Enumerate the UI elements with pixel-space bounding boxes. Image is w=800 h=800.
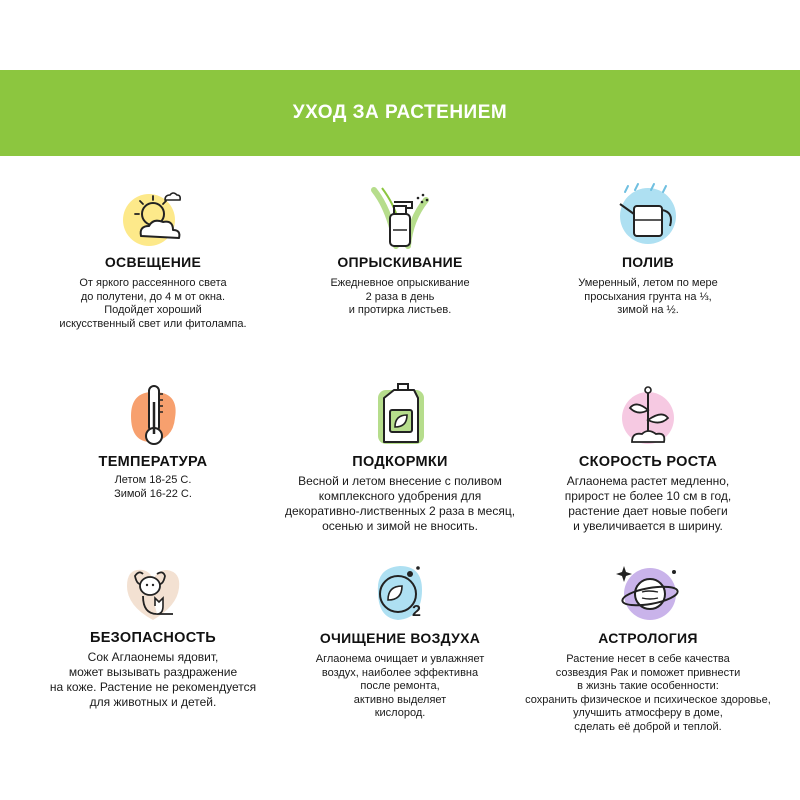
card-title: АСТРОЛОГИЯ bbox=[598, 630, 698, 646]
card-lighting bbox=[20, 180, 286, 331]
card-title: СКОРОСТЬ РОСТА bbox=[578, 454, 718, 470]
card-safety bbox=[20, 556, 286, 710]
card-text: Весной и летом внесение с поливом комплексного удобрения для декоративно-лиственных 2 раза в месяц, осенью и зимой не вносить. bbox=[284, 474, 516, 533]
sun-cloud-icon bbox=[113, 180, 193, 252]
spray-bottle-icon bbox=[360, 180, 440, 252]
card-text: Умеренный, летом по мере просыхания грунта на ⅓, зимой на ½. bbox=[578, 277, 718, 316]
watering-can-icon bbox=[608, 180, 688, 252]
thermometer-icon bbox=[113, 380, 193, 452]
card-title: ТЕМПЕРАТУРА bbox=[98, 454, 208, 470]
card-text: От яркого рассеянного света до полутени, до 4 м от окна. Подойдет хороший искусственный свет или фитолампа. bbox=[59, 277, 247, 330]
card-text: Сок Аглаонемы ядовит, может вызывать раздражение на коже. Растение не рекомендуется для животных и детей. bbox=[49, 650, 257, 709]
card-text: Растение несет в себе качества созвездия Рак и поможет привнести в жизнь такие особенности: сохранить физическое и психическое здоровье, улучшить атмосферу в доме, сделать её доброй и теплой. bbox=[525, 653, 771, 733]
pets-icon bbox=[113, 556, 193, 628]
card-fertilizing bbox=[267, 380, 533, 534]
card-text: Аглаонема очищает и увлажняет воздух, наиболее эффективна после ремонта, активно выделяет кислород. bbox=[315, 653, 485, 719]
card-growth-rate bbox=[515, 380, 781, 534]
card-title: ОЧИЩЕНИЕ ВОЗДУХА bbox=[319, 630, 481, 646]
card-spraying bbox=[267, 180, 533, 318]
card-title: ОСВЕЩЕНИЕ bbox=[104, 254, 202, 270]
header-banner bbox=[0, 70, 800, 156]
card-watering bbox=[515, 180, 781, 318]
sprout-growth-icon bbox=[608, 380, 688, 452]
card-title: ПОДКОРМКИ bbox=[352, 454, 448, 470]
svg-text:2: 2 bbox=[412, 603, 421, 620]
card-title: ОПРЫСКИВАНИЕ bbox=[337, 254, 463, 270]
card-astrology bbox=[500, 556, 796, 734]
page-title: УХОД ЗА РАСТЕНИЕМ bbox=[292, 102, 508, 123]
card-text: Летом 18-25 С. Зимой 16-22 С. bbox=[114, 474, 192, 500]
card-title: ПОЛИВ bbox=[621, 254, 675, 270]
card-text: Ежедневное опрыскивание 2 раза в день и протирка листьев. bbox=[330, 277, 470, 316]
fertilizer-canister-icon bbox=[360, 380, 440, 452]
card-text: Аглаонема растет медленно, прирост не более 10 см в год, растение дает новые побеги и увеличивается в ширину. bbox=[564, 474, 732, 533]
card-title: БЕЗОПАСНОСТЬ bbox=[89, 630, 216, 646]
card-temperature bbox=[20, 380, 286, 501]
card-air-purification bbox=[267, 556, 533, 721]
planet-icon bbox=[608, 556, 688, 628]
air-purification-icon bbox=[360, 556, 440, 628]
